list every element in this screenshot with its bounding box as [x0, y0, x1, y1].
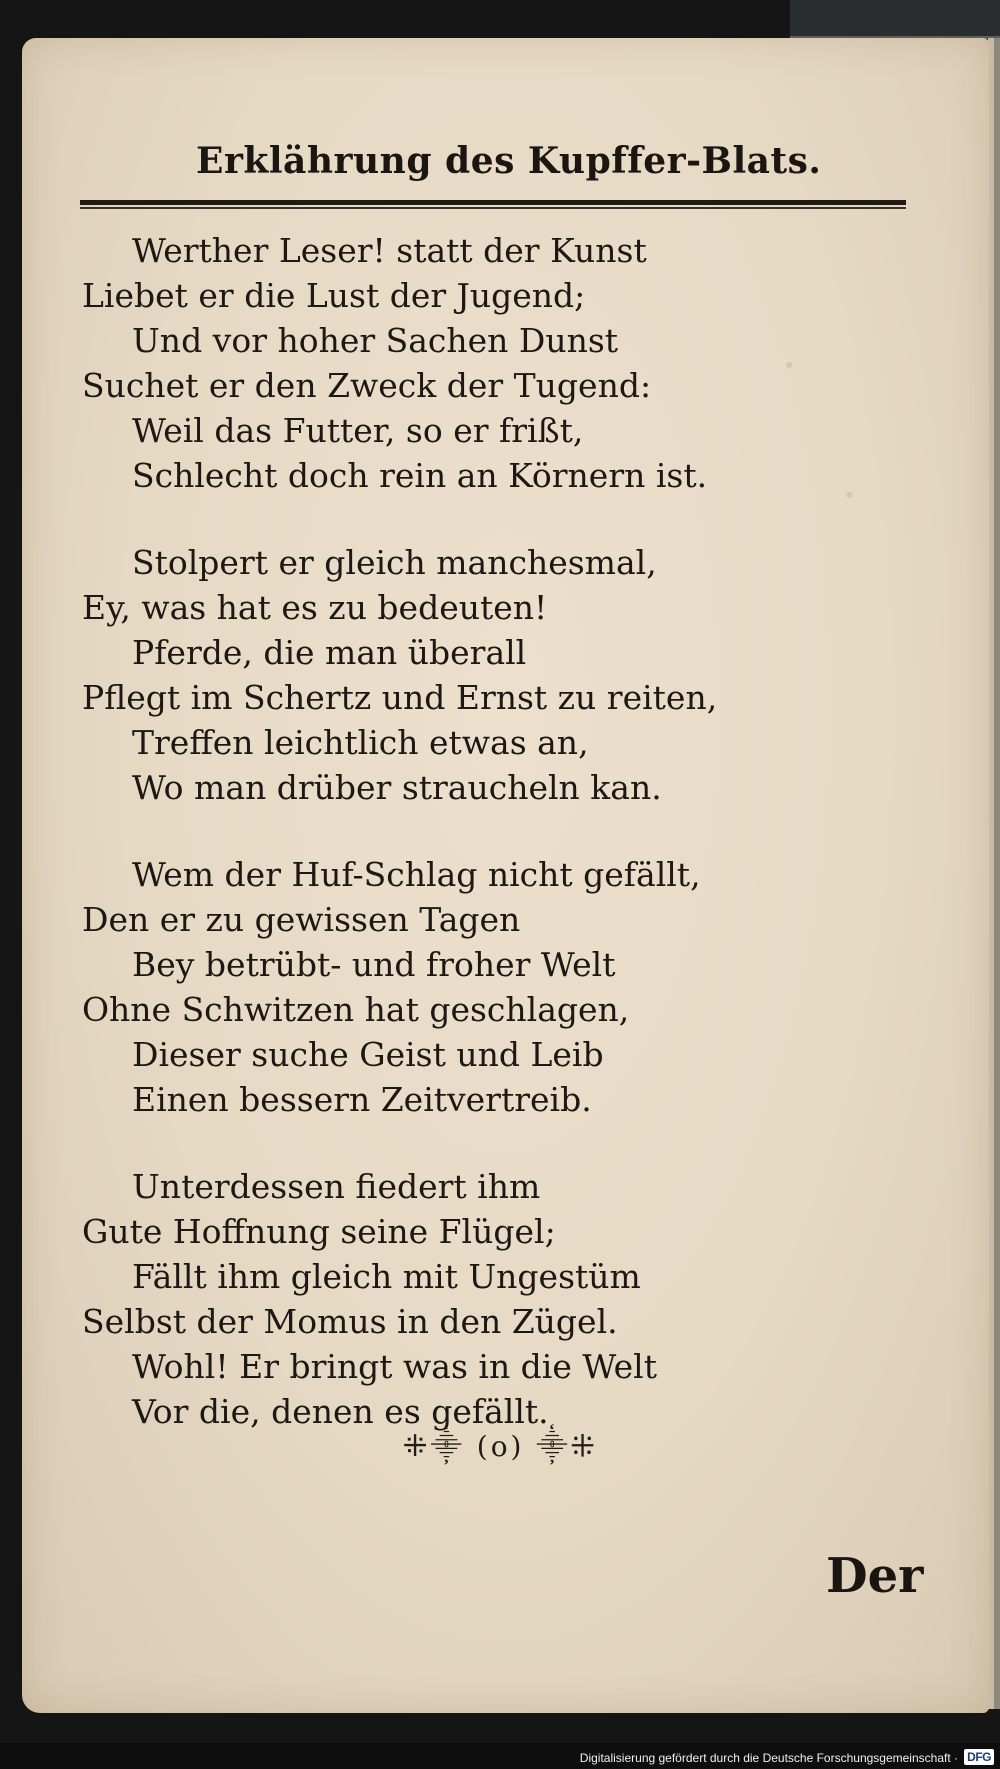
verse-line: Wo man drüber straucheln kan.	[132, 768, 662, 807]
dfg-logo: DFG	[964, 1749, 994, 1765]
verse-line: Unterdessen fiedert ihm	[132, 1167, 541, 1206]
stanza	[82, 540, 842, 810]
verse-line: Wem der Huf-Schlag nicht gefällt,	[132, 855, 701, 894]
verse-line: Schlecht doch rein an Körnern ist.	[132, 456, 708, 495]
verse-line: Ohne Schwitzen hat geschlagen,	[82, 990, 630, 1029]
ornament-left-icon: ⁜⸎	[402, 1429, 465, 1464]
verse-line: Liebet er die Lust der Jugend;	[82, 276, 586, 315]
funding-credit: Digitalisierung gefördert durch die Deutsche Forschungsgemeinschaft ·	[579, 1751, 958, 1765]
verse-line: Ey, was hat es zu bedeuten!	[82, 588, 548, 627]
verse-line: Dieser suche Geist und Leib	[132, 1035, 604, 1074]
catchword: Der	[826, 1548, 924, 1604]
verse-line: Und vor hoher Sachen Dunst	[132, 321, 619, 360]
stanza	[82, 1164, 842, 1434]
verse-line: Weil das Futter, so er frißt,	[132, 411, 584, 450]
verse-line: Den er zu gewissen Tagen	[82, 900, 521, 939]
head-rule	[80, 200, 906, 205]
ornament-center: (o)	[476, 1430, 525, 1463]
bleed-through-mark: ·	[842, 468, 857, 522]
verse-line: Bey betrübt- und froher Welt	[132, 945, 616, 984]
printers-ornament	[0, 1424, 1000, 1465]
verse-line: Vor die, denen es gefällt.	[132, 1392, 549, 1431]
running-head: Erklährung des Kupffer-Blats.	[196, 140, 822, 182]
poem	[82, 228, 842, 1476]
verse-line: Pferde, die man überall	[132, 633, 527, 672]
verse-line: Werther Leser! statt der Kunst	[132, 231, 647, 270]
book-cover-edge	[790, 0, 1000, 39]
verse-line: Stolpert er gleich manchesmal,	[132, 543, 657, 582]
bleed-through-mark: ·	[782, 338, 797, 392]
verse-line: Fällt ihm gleich mit Ungestüm	[132, 1257, 641, 1296]
verse-line: Treffen leichtlich etwas an,	[132, 723, 589, 762]
verse-line: Selbst der Momus in den Zügel.	[82, 1302, 618, 1341]
ornament-right-icon: ⸎⁜	[536, 1429, 598, 1464]
footer-strip	[0, 1743, 1000, 1769]
verse-line: Pflegt im Schertz und Ernst zu reiten,	[82, 678, 718, 717]
verse-line: Suchet er den Zweck der Tugend:	[82, 366, 652, 405]
verse-line: Wohl! Er bringt was in die Welt	[132, 1347, 657, 1386]
stanza	[82, 228, 842, 498]
stanza	[82, 852, 842, 1122]
verse-line: Einen bessern Zeitvertreib.	[132, 1080, 592, 1119]
verse-line: Gute Hoffnung seine Flügel;	[82, 1212, 556, 1251]
